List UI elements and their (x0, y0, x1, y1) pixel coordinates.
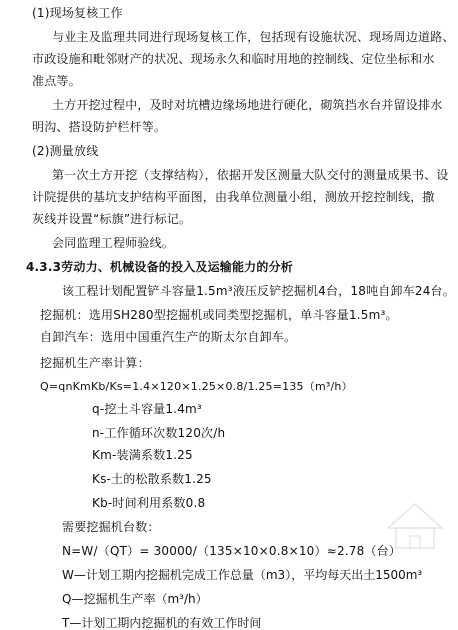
paragraph-line: 灰线并设置“标旗”进行标记。 (32, 212, 192, 226)
definition-line: T—计划工期内挖掘机的有效工作时间 (62, 616, 262, 630)
paragraph-line: 会同监理工程师验线。 (52, 236, 175, 250)
paragraph-line: 计院提供的基坑支护结构平面图，由我单位测量小组，测放开挖控制线，撒 (32, 190, 435, 204)
definition-line: n-工作循环次数120次/h (92, 426, 226, 440)
definition-line: Kb-时间利用系数0.8 (92, 496, 206, 510)
definition-line: q-挖土斗容量1.4m³ (92, 402, 202, 416)
paragraph-line: 土方开挖过程中，及时对坑槽边缘场地进行硬化，砌筑挡水台并留设排水 (52, 98, 443, 112)
section-heading: 4.3.3劳动力、机械设备的投入及运输能力的分析 (26, 260, 293, 274)
formula-line: Q=qnKmKb/Ks=1.4×120×1.25×0.8/1.25=135（m³/h） (40, 380, 353, 393)
definition-line: Ks-土的松散系数1.25 (92, 472, 212, 486)
paragraph-line: 准点等。 (32, 74, 81, 88)
watermark-logo-icon (380, 500, 450, 554)
paragraph-line: 挖掘机：选用SH280型挖掘机或同类型挖掘机，单斗容量1.5m³。 (40, 308, 398, 322)
paragraph-line: 与业主及监理共同进行现场复核工作，包括现有设施状况、现场周边道路、 (52, 30, 455, 44)
paragraph-line: 该工程计划配置铲斗容量1.5m³液压反铲挖掘机4台，18吨自卸车24台。 (62, 284, 455, 298)
paragraph-line: 第一次土方开挖（支撑结构），依据开发区测量大队交付的测量成果书、设 (52, 168, 449, 182)
subheading-site-review: (1)现场复核工作 (32, 6, 123, 20)
formula-line: N=W/（QT）= 30000/（135×10×0.8×10）≈2.78（台） (62, 544, 402, 558)
paragraph-line: 明沟、搭设防护栏杆等。 (32, 120, 167, 134)
paragraph-line: 自卸汽车：选用中国重汽生产的斯太尔自卸车。 (40, 330, 297, 344)
paragraph-line: 挖掘机生产率计算： (40, 356, 150, 370)
definition-line: Q—挖掘机生产率（m³/h） (62, 592, 208, 606)
definition-line: Km-装满系数1.25 (92, 448, 193, 462)
paragraph-line: 市政设施和毗邻财产的状况、现场永久和临时用地的控制线、定位坐标和水 (32, 52, 435, 66)
paragraph-line: 需要挖掘机台数： (62, 520, 160, 534)
subheading-survey: (2)测量放线 (32, 144, 99, 158)
definition-line: W—计划工期内挖掘机完成工作总量（m3），平均每天出土1500m³ (62, 568, 423, 582)
